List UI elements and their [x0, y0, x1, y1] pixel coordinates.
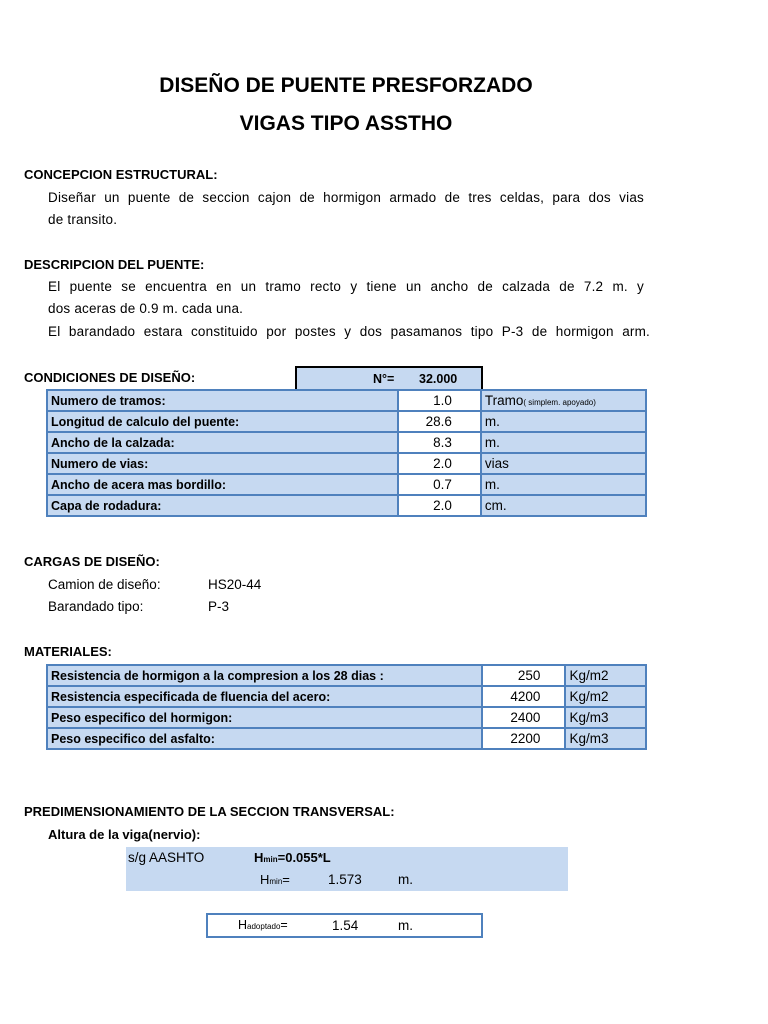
row-unit: Kg/m3 [565, 707, 646, 728]
row-label: Resistencia de hormigon a la compresion a los 28 dias : [47, 665, 482, 686]
hadoptado-unit: m. [398, 918, 413, 933]
barandado-label: Barandado tipo: [48, 599, 144, 614]
predim-subheading: Altura de la viga(nervio): [48, 827, 201, 842]
hmin-sub: min [269, 877, 283, 886]
table-row [47, 686, 646, 707]
hmin-formula [254, 850, 331, 865]
hadoptado-value: 1.54 [332, 918, 359, 933]
row-unit: m. [481, 411, 646, 432]
row-label: Peso especifico del hormigon: [47, 707, 482, 728]
row-value: 2200 [482, 728, 566, 749]
table-row [47, 411, 646, 432]
row-label: Resistencia especificada de fluencia del acero: [47, 686, 482, 707]
document-title: DISEÑO DE PUENTE PRESFORZADO [159, 74, 533, 97]
concepcion-line-1: Diseñar un puente de seccion cajon de hormigon armado de tres celdas, para dos vias [48, 190, 644, 205]
cargas-heading: CARGAS DE DISEÑO: [24, 554, 160, 569]
row-label: Ancho de acera mas bordillo: [47, 474, 398, 495]
aashto-label: s/g AASHTO [128, 850, 205, 865]
concepcion-line-2: de transito. [48, 212, 118, 227]
predim-heading: PREDIMENSIONAMIENTO DE LA SECCION TRANSVERSAL: [24, 804, 395, 819]
row-unit: m. [481, 474, 646, 495]
hadoptado-label [238, 918, 288, 932]
row-unit: vias [481, 453, 646, 474]
hmin-label [260, 872, 290, 887]
descripcion-line-2: dos aceras de 0.9 m. cada una. [48, 301, 244, 316]
document-subtitle: VIGAS TIPO ASSTHO [239, 112, 453, 135]
row-value: 0.7 [398, 474, 481, 495]
condiciones-heading: CONDICIONES DE DISEÑO: [24, 370, 196, 385]
row-unit: Kg/m3 [565, 728, 646, 749]
table-row [47, 495, 646, 516]
aashto-formula-box [126, 847, 568, 891]
tramo-unit-note: ( simplem. apoyado) [523, 398, 596, 407]
row-label: Longitud de calculo del puente: [47, 411, 398, 432]
formula-rest: =0.055*L [277, 850, 331, 865]
row-label: Capa de rodadura: [47, 495, 398, 516]
row-unit: cm. [481, 495, 646, 516]
row-value: 8.3 [398, 432, 481, 453]
hmin-h: H [260, 872, 270, 887]
row-value: 2.0 [398, 495, 481, 516]
row-value: 1.0 [398, 390, 481, 411]
design-number-label: N°= [373, 372, 395, 386]
row-unit: Kg/m2 [565, 686, 646, 707]
formula-sub: min [263, 855, 278, 864]
table-row [47, 453, 646, 474]
table-row [47, 432, 646, 453]
hadoptado-box [206, 913, 483, 938]
row-unit: m. [481, 432, 646, 453]
row-value: 250 [482, 665, 566, 686]
row-label: Numero de vias: [47, 453, 398, 474]
table-row [47, 474, 646, 495]
row-value: 28.6 [398, 411, 481, 432]
hmin-unit: m. [398, 872, 413, 887]
materiales-heading: MATERIALES: [24, 644, 112, 659]
row-label: Ancho de la calzada: [47, 432, 398, 453]
hmin-eq: = [282, 872, 290, 887]
hmin-value: 1.573 [328, 872, 362, 887]
design-number-value: 32.000 [419, 372, 458, 386]
hadopt-sub: adoptado [247, 922, 281, 931]
camion-label: Camion de diseño: [48, 577, 161, 592]
row-unit: Kg/m2 [565, 665, 646, 686]
barandado-value: P-3 [208, 599, 230, 614]
descripcion-heading: DESCRIPCION DEL PUENTE: [24, 257, 205, 272]
hadopt-h: H [238, 918, 248, 932]
concepcion-heading: CONCEPCION ESTRUCTURAL: [24, 167, 218, 182]
formula-h: H [254, 850, 264, 865]
camion-value: HS20-44 [208, 577, 262, 592]
tramo-unit: Tramo [484, 393, 524, 408]
materiales-table [46, 664, 647, 750]
descripcion-line-3: El barandado estara constituido por postes y dos pasamanos tipo P-3 de hormigon arm. [48, 324, 650, 339]
descripcion-line-1: El puente se encuentra en un tramo recto y tiene un ancho de calzada de 7.2 m. y [48, 279, 644, 294]
hadopt-eq: = [280, 918, 288, 932]
row-value: 2.0 [398, 453, 481, 474]
row-value: 2400 [482, 707, 566, 728]
row-value: 4200 [482, 686, 566, 707]
table-row [47, 707, 646, 728]
table-row [47, 665, 646, 686]
row-label: Peso especifico del asfalto: [47, 728, 482, 749]
table-row [47, 390, 646, 411]
row-label: Numero de tramos: [47, 390, 398, 411]
condiciones-table [46, 389, 647, 517]
table-row [47, 728, 646, 749]
row-unit [481, 390, 646, 411]
